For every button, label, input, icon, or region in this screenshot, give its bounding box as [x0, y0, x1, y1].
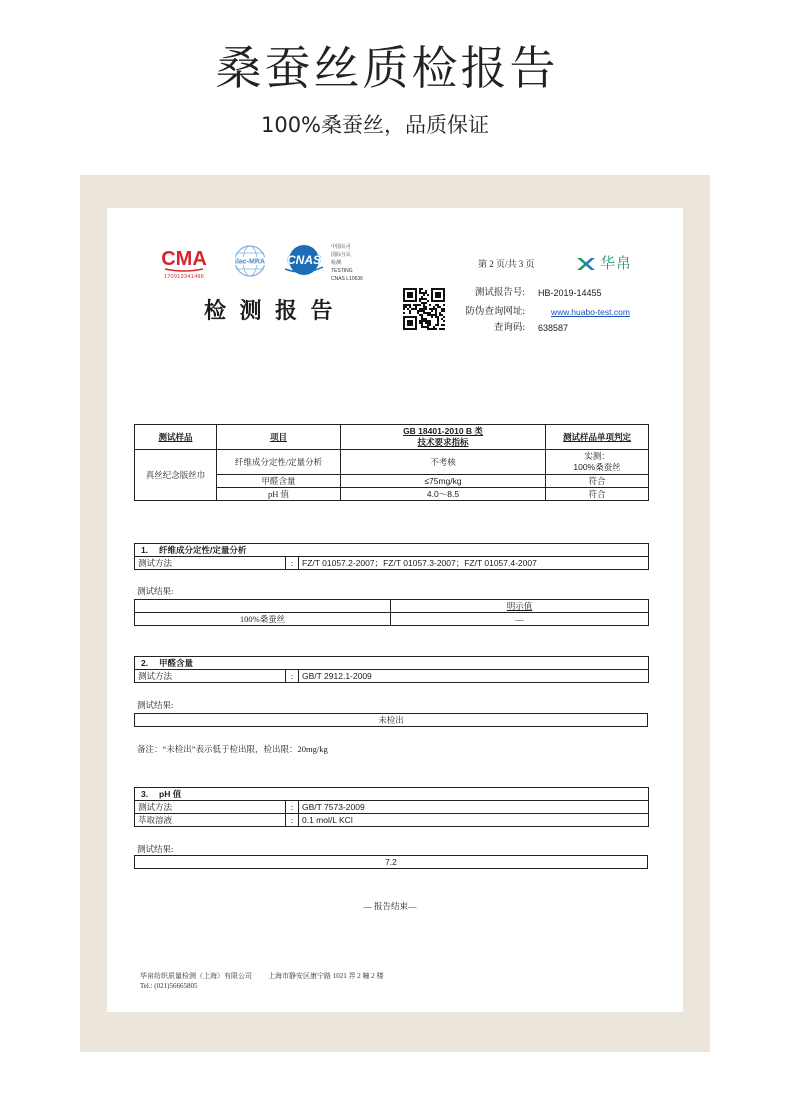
summary-item: 甲醛含量	[217, 475, 341, 488]
result-sample: 100%桑蚕丝	[135, 613, 391, 626]
ilac-mra-logo-text: ilac-MRA	[235, 258, 265, 266]
method-label: 测试方法	[135, 557, 286, 570]
query-code: 638587	[538, 323, 569, 333]
summary-requirement: 不考核	[341, 450, 546, 475]
section-header-row	[135, 544, 649, 557]
section-header-row	[135, 788, 649, 801]
ilac-mra-logo	[232, 244, 268, 278]
method-separator: :	[286, 557, 299, 570]
table-row	[135, 714, 648, 727]
verify-url-link: www.huabo-test.com	[551, 307, 630, 317]
page-subtitle: 100%桑蚕丝，品质保证	[260, 113, 490, 137]
cnas-caption-line: 中国认可	[331, 244, 352, 250]
report-document	[107, 208, 683, 1012]
footer-tel: Tel.: (021)56665805	[140, 982, 198, 990]
cnas-logo-text: CNAS	[286, 253, 322, 267]
section-header	[135, 657, 649, 670]
table-row	[135, 557, 649, 570]
fiber-result-table	[134, 599, 649, 626]
formaldehyde-result-table	[134, 713, 648, 727]
result-value: 7.2	[135, 856, 648, 869]
summary-requirement: 4.0～8.5	[341, 488, 546, 501]
method-label: 测试方法	[135, 670, 286, 683]
query-code-label: 查询码:	[493, 323, 525, 333]
section-header	[135, 544, 649, 557]
summary-item: 纤维成分定性/定量分析	[217, 450, 341, 475]
verify-url-label: 防伪查询网址:	[465, 307, 525, 317]
summary-header-cell	[217, 425, 341, 450]
footer-address: 上海市静安区康宁路 1021 弄 2 幢 2 楼	[268, 972, 384, 980]
result-header-empty	[135, 600, 391, 613]
section-number: 3.	[141, 788, 149, 799]
summary-header-verdict: 测试样品单项判定	[562, 431, 631, 442]
summary-requirement: ≤75mg/kg	[341, 475, 546, 488]
page-title: 桑蚕丝质检报告	[215, 41, 559, 95]
section-number: 1.	[141, 544, 149, 555]
summary-table	[134, 424, 649, 501]
report-number-label: 测试报告号:	[474, 288, 525, 298]
table-row	[135, 856, 648, 869]
section-title: pH 值	[159, 788, 182, 799]
cnas-logo	[278, 244, 330, 278]
summary-header-item: 项目	[269, 431, 287, 442]
cnas-caption	[331, 243, 363, 283]
summary-header-cell	[546, 425, 649, 450]
detection-limit-note: 备注：“未检出”表示低于检出限，检出限：20mg/kg	[137, 744, 328, 754]
summary-verdict: 符合	[546, 475, 649, 488]
report-title: 检 测 报 告	[204, 298, 337, 323]
table-row	[135, 814, 649, 827]
cnas-caption-line: 国际互认	[331, 252, 352, 258]
result-label: 测试结果:	[137, 844, 174, 854]
cma-logo	[160, 244, 208, 274]
solution-separator: :	[286, 814, 299, 827]
section-formaldehyde-table	[134, 656, 649, 683]
summary-header-sample: 测试样品	[158, 431, 193, 442]
method-separator: :	[286, 670, 299, 683]
report-end-marker: — 报告结束—	[363, 901, 417, 911]
report-number: HB-2019-14455	[538, 288, 602, 298]
cnas-caption-line: 检测	[331, 260, 342, 266]
brand-name: 华帛	[600, 255, 633, 272]
section-title: 纤维成分定性/定量分析	[159, 544, 247, 555]
solution-label: 萃取溶液	[135, 814, 286, 827]
section-fiber-table	[134, 543, 649, 570]
result-header-declared: 明示值	[391, 600, 649, 613]
report-frame	[80, 175, 710, 1052]
method-label: 测试方法	[135, 801, 286, 814]
brand-logo	[576, 254, 632, 274]
summary-verdict	[546, 450, 649, 475]
result-label: 测试结果:	[137, 586, 174, 596]
brand-mark-icon	[576, 255, 596, 273]
summary-header-cell	[135, 425, 217, 450]
section-header-row	[135, 657, 649, 670]
footer-company: 华帛纺织质量检测（上海）有限公司	[140, 972, 252, 980]
summary-header-row	[135, 425, 649, 450]
table-row	[135, 600, 649, 613]
solution-value: 0.1 mol/L KCl	[299, 814, 649, 827]
summary-verdict-line: 实测：	[584, 451, 610, 461]
section-ph-table	[134, 787, 649, 827]
summary-verdict: 符合	[546, 488, 649, 501]
method-value: FZ/T 01057.2-2007；FZ/T 01057.3-2007；FZ/T 01057.4-2007	[299, 557, 649, 570]
ph-result-table	[134, 855, 648, 869]
method-value: GB/T 7573-2009	[299, 801, 649, 814]
summary-item: pH 值	[217, 488, 341, 501]
result-label: 测试结果:	[137, 700, 174, 710]
table-row	[135, 450, 649, 475]
page-indicator: 第 2 页/共 3 页	[478, 259, 535, 269]
section-title: 甲醛含量	[159, 657, 194, 668]
result-value: 未检出	[135, 714, 648, 727]
summary-header-standard: GB 18401-2010 B 类	[403, 426, 483, 436]
summary-header-cell	[341, 425, 546, 450]
section-header	[135, 788, 649, 801]
cma-logo-text: CMA	[161, 248, 207, 270]
cma-number: 170913341496	[163, 274, 205, 280]
section-number: 2.	[141, 657, 149, 668]
cnas-caption-line: TESTING	[331, 268, 353, 274]
summary-verdict-line: 100%桑蚕丝	[573, 462, 621, 472]
table-row	[135, 670, 649, 683]
method-value: GB/T 2912.1-2009	[299, 670, 649, 683]
table-row	[135, 801, 649, 814]
summary-header-standard-sub: 技术要求指标	[417, 437, 469, 447]
table-row	[135, 613, 649, 626]
result-value: —	[391, 613, 649, 626]
cnas-caption-line: CNAS L10636	[331, 276, 363, 282]
method-separator: :	[286, 801, 299, 814]
summary-sample-name: 真丝纪念版丝巾	[135, 450, 217, 501]
